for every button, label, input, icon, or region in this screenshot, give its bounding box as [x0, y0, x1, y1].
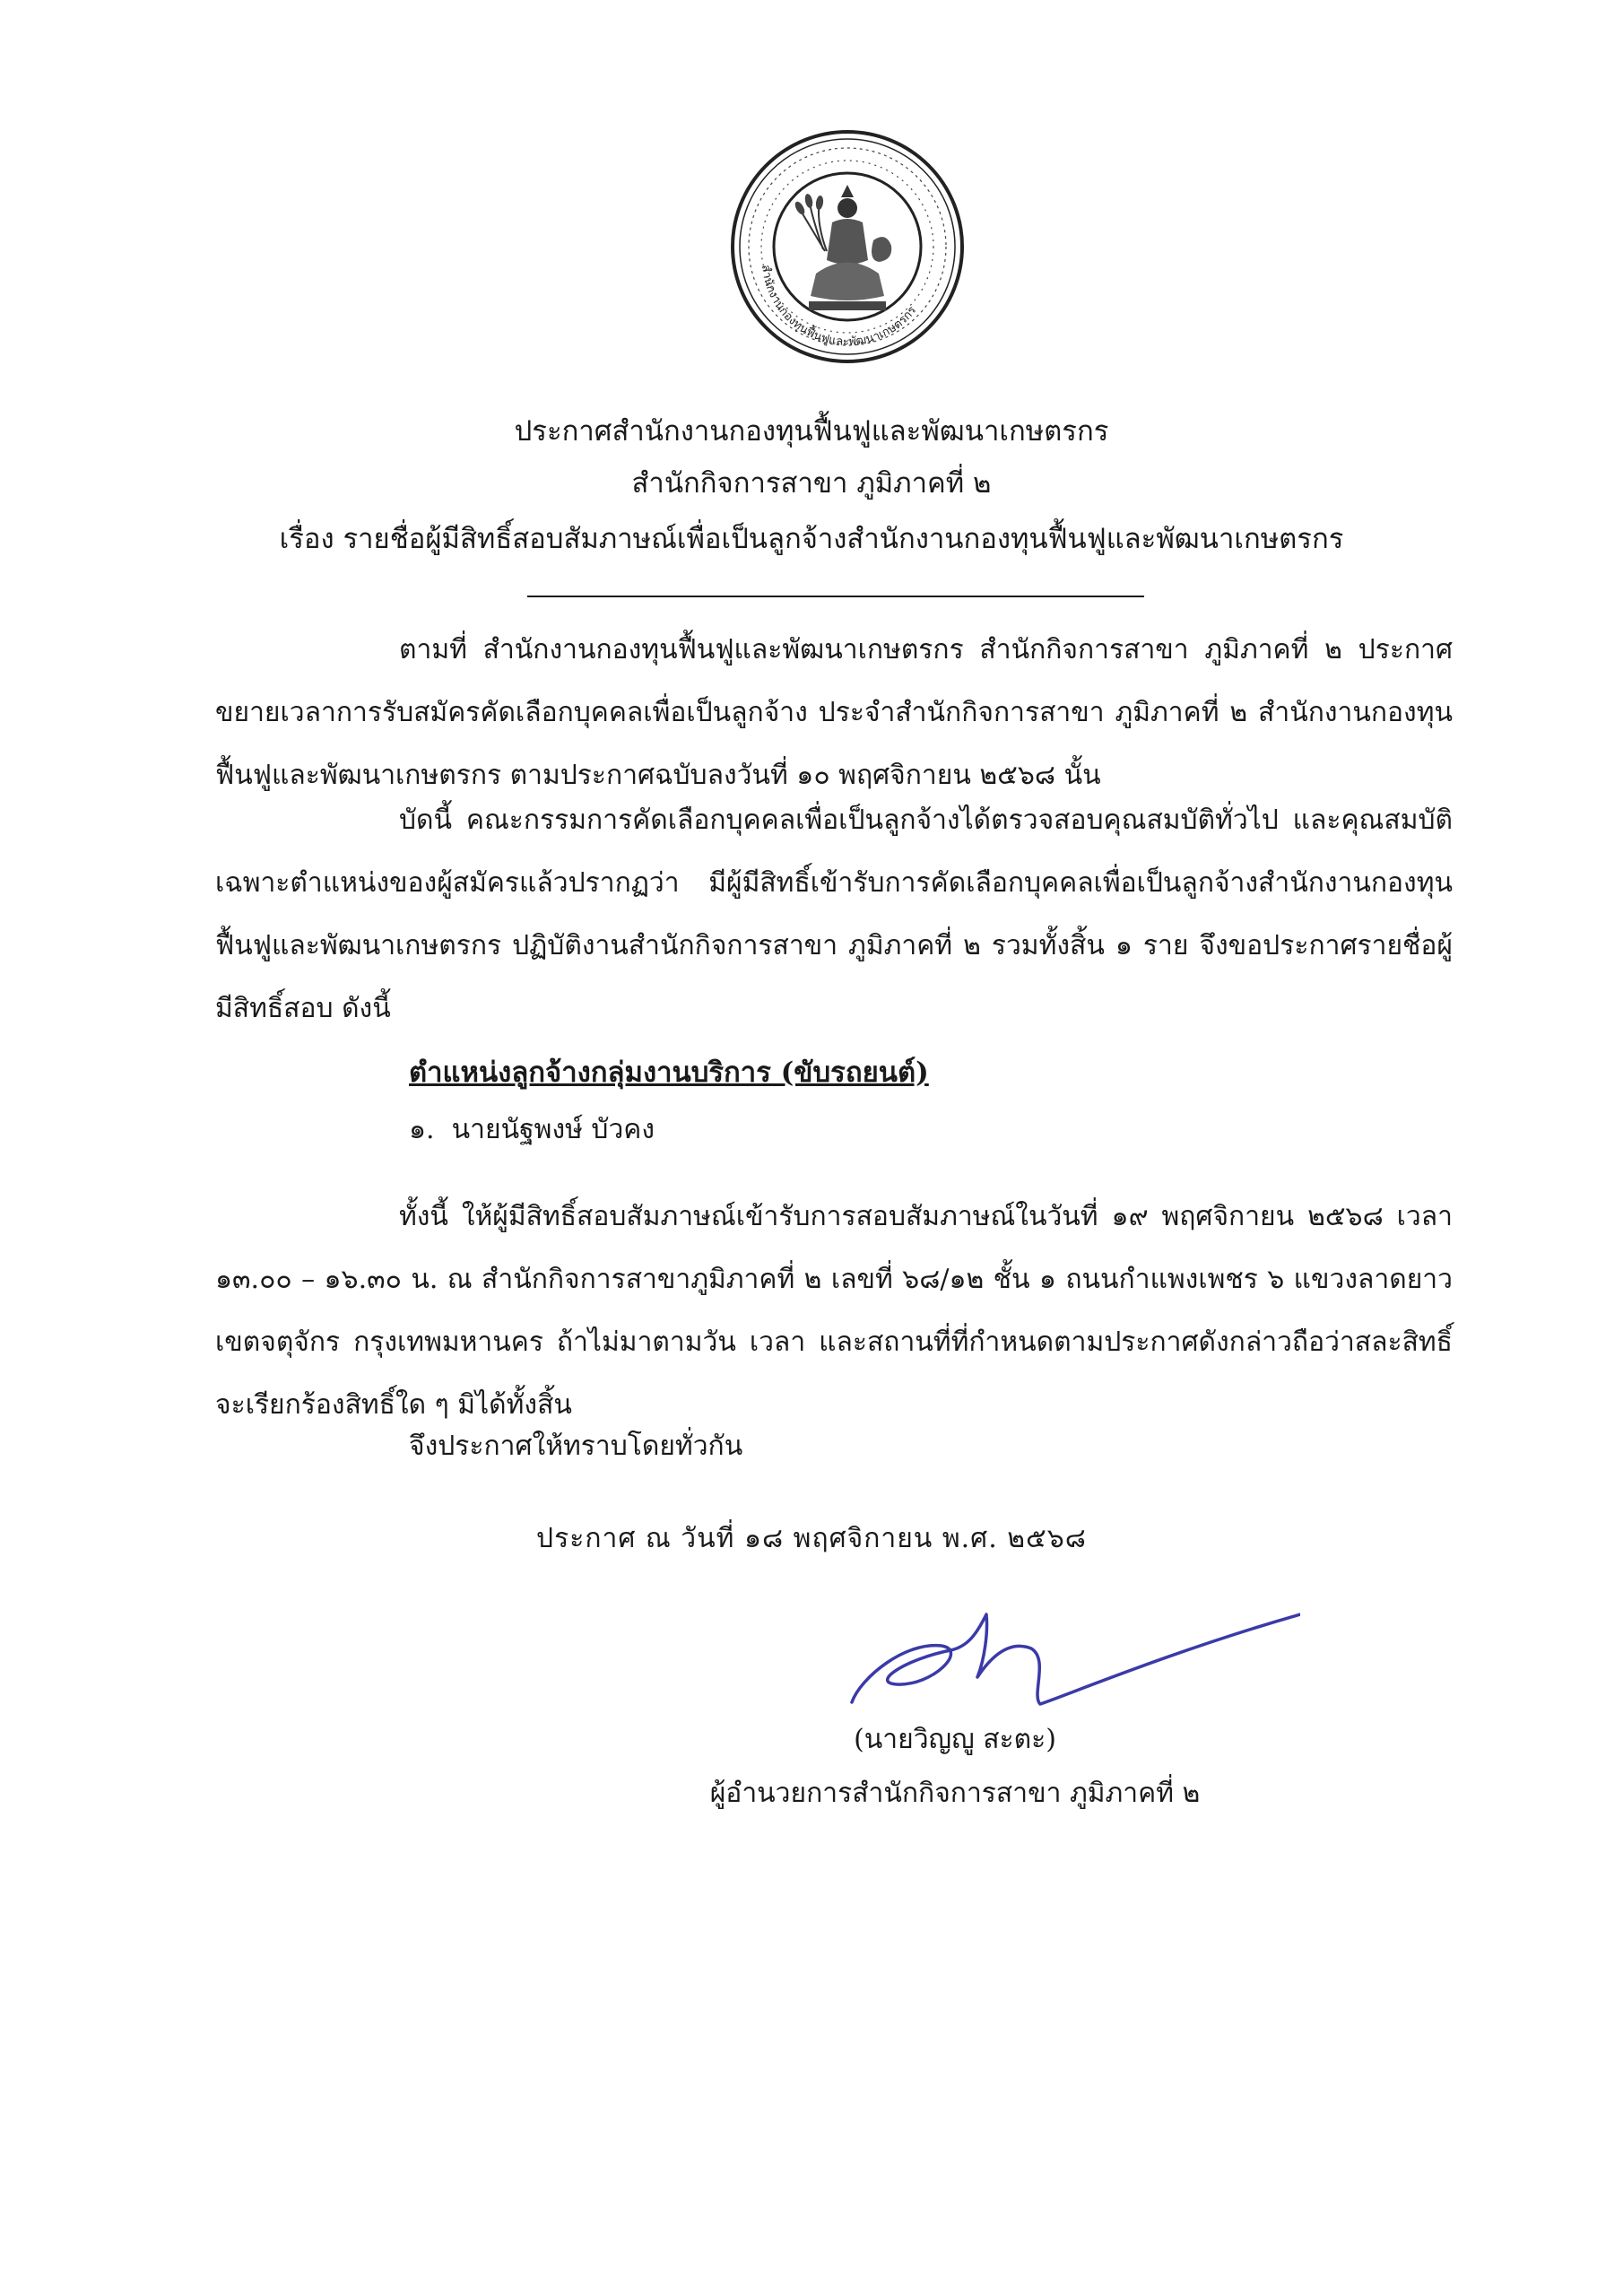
office-name: สำนักกิจการสาขา ภูมิภาคที่ ๒ [631, 467, 992, 500]
paragraph-interview-details: ทั้งนี้ ให้ผู้มีสิทธิ์สอบสัมภาษณ์เข้ารับการสอบสัมภาษณ์ในวันที่ ๑๙ พฤศจิกายน ๒๕๖๘ เวลา ๑๓.๐๐ – ๑๖.๓๐ น. ณ สำนักกิจการสาขาภูมิภาคที่ ๒ เลขที่ ๖๘/๑๒ ชั้น ๑ ถนนกำแพงเพชร ๖ แขวงลาดยาว เขตจตุจักร กรุงเทพมหานคร ถ้าไม่มาตามวัน เวลา และสถานที่ที่กำหนดตามประกาศดังกล่าวถือว่าสละสิทธิ์จะเรียกร้องสิทธิ์ใด ๆ มิได้ทั้งสิ้น [215, 1201, 1453, 1421]
announcement-title: ประกาศสำนักงานกองทุนฟื้นฟูและพัฒนาเกษตรกร [514, 415, 1109, 448]
header-divider [527, 596, 1144, 597]
agency-seal [726, 126, 968, 368]
signer-title: ผู้อำนวยการสำนักกิจการสาขา ภูมิภาคที่ ๒ [709, 1778, 1201, 1809]
announcement-date: ประกาศ ณ วันที่ ๑๘ พฤศจิกายน พ.ศ. ๒๕๖๘ [536, 1523, 1087, 1554]
seal-text: สำนักงานกองทุนฟื้นฟูและพัฒนาเกษตรกร [758, 264, 920, 350]
paragraph-result: บัดนี้ คณะกรรมการคัดเลือกบุคคลเพื่อเป็นลูกจ้างได้ตรวจสอบคุณสมบัติทั่วไป และคุณสมบัติเฉพาะตำแหน่งของผู้สมัครแล้วปรากฏว่า มีผู้มีสิทธิ์เข้ารับการคัดเลือกบุคคลเพื่อเป็นลูกจ้างสำนักงานกองทุนฟื้นฟูและพัฒนาเกษตรกร ปฏิบัติงานสำนักกิจการสาขา ภูมิภาคที่ ๒ รวมทั้งสิ้น ๑ ราย จึงขอประกาศรายชื่อผู้มีสิทธิ์สอบ ดังนี้ [215, 804, 1453, 1024]
candidate-list-item [409, 1105, 655, 1155]
paragraph-background: ตามที่ สำนักงานกองทุนฟื้นฟูและพัฒนาเกษตรกร สำนักกิจการสาขา ภูมิภาคที่ ๒ ประกาศขยายเวลาการรับสมัครคัดเลือกบุคคลเพื่อเป็นลูกจ้าง ประจำสำนักกิจการสาขา ภูมิภาคที่ ๒ สำนักงานกองทุนฟื้นฟูและพัฒนาเกษตรกร ตามประกาศฉบับลงวันที่ ๑๐ พฤศจิกายน ๒๕๖๘ นั้น [215, 634, 1453, 791]
position-title: ตำแหน่งลูกจ้างกลุ่มงานบริการ (ขับรถยนต์) [409, 1057, 929, 1089]
closing-statement: จึงประกาศให้ทราบโดยทั่วกัน [409, 1431, 743, 1462]
handwritten-signature [834, 1596, 1300, 1722]
candidate-number: ๑. [409, 1114, 435, 1145]
subject-line: เรื่อง รายชื่อผู้มีสิทธิ์สอบสัมภาษณ์เพื่อเป็นลูกจ้างสำนักงานกองทุนฟื้นฟูและพัฒนาเกษตรกร [279, 523, 1344, 555]
signer-name: (นายวิญญู สะตะ) [854, 1724, 1056, 1755]
candidate-name: นายนัฐพงษ์ บัวคง [451, 1114, 655, 1145]
